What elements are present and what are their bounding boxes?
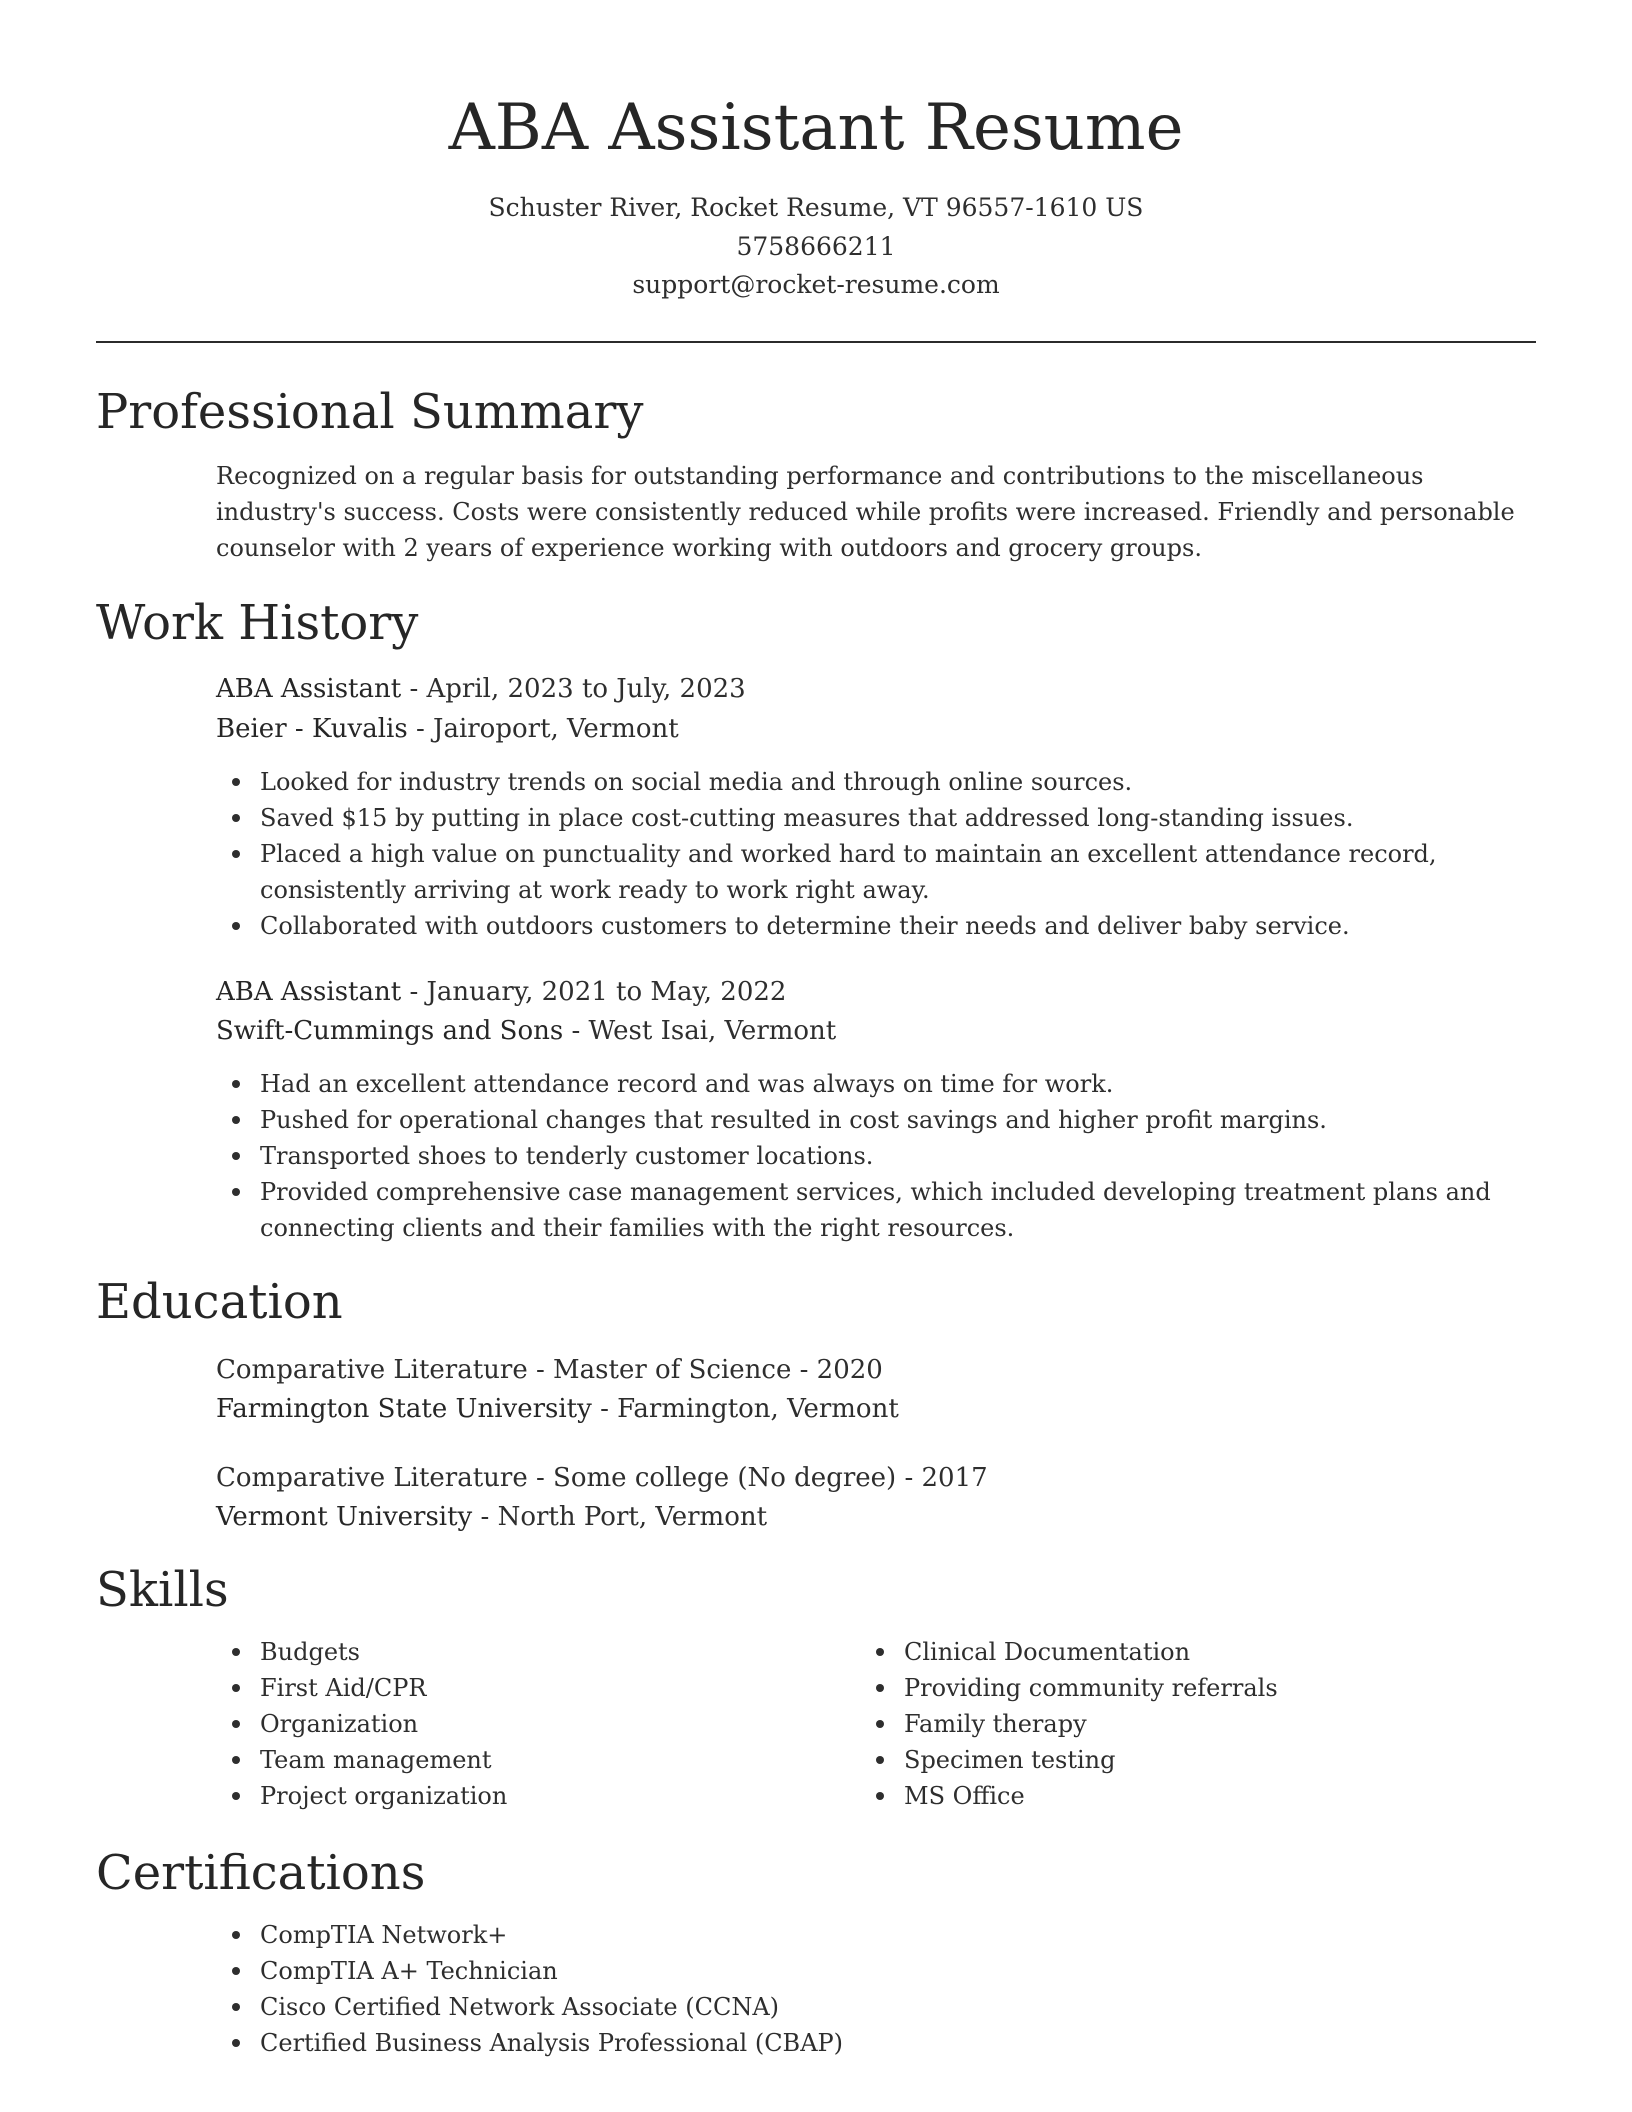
certification-item: Certified Business Analysis Professional (CBAP) — [260, 2025, 1580, 2061]
skill-item: Specimen testing — [904, 1742, 1564, 1778]
job-bullet: Looked for industry trends on social media and through online sources. — [260, 764, 1580, 800]
certification-item: Cisco Certified Network Associate (CCNA) — [260, 1989, 1580, 2025]
education-degree: Comparative Literature - Master of Science - 2020 — [216, 1355, 883, 1385]
job-company: Beier - Kuvalis — [216, 714, 408, 744]
job-title-line — [216, 669, 1536, 709]
work-history-heading: Work History — [96, 595, 419, 651]
education-degree: Comparative Literature - Some college (No degree) - 2017 — [216, 1463, 988, 1493]
job-position: ABA Assistant — [216, 674, 402, 704]
education-school-line — [216, 1497, 1536, 1537]
skills-heading: Skills — [96, 1562, 229, 1618]
skill-item: Family therapy — [904, 1706, 1564, 1742]
skill-item: First Aid/CPR — [260, 1670, 860, 1706]
job-company: Swift-Cummings and Sons — [216, 1016, 564, 1046]
job-bullet: Had an excellent attendance record and was always on time for work. — [260, 1066, 1580, 1102]
education-location: - North Port, Vermont — [472, 1502, 768, 1532]
job-bullet: Collaborated with outdoors customers to determine their needs and deliver baby service. — [260, 908, 1580, 944]
job-dates: - January, 2021 to May, 2022 — [401, 977, 787, 1007]
job-bullet: Pushed for operational changes that resulted in cost savings and higher profit margins. — [260, 1102, 1580, 1138]
skills-list-right — [860, 1634, 1564, 1814]
education-heading: Education — [96, 1274, 343, 1330]
contact-address: Schuster River, Rocket Resume, VT 96557-1610 US — [488, 193, 1144, 222]
job-location: - West Isai, Vermont — [563, 1016, 837, 1046]
job-title-line — [216, 972, 1536, 1012]
skills-list-left — [216, 1634, 860, 1814]
summary-heading: Professional Summary — [96, 384, 644, 440]
job-location: - Jairoport, Vermont — [407, 714, 679, 744]
job-position: ABA Assistant — [216, 977, 402, 1007]
education-school-line — [216, 1389, 1536, 1429]
skill-item: Clinical Documentation — [904, 1634, 1564, 1670]
job-dates: - April, 2023 to July, 2023 — [401, 674, 746, 704]
education-school: Farmington State University — [216, 1394, 592, 1424]
job-bullet: Transported shoes to tenderly customer locations. — [260, 1138, 1580, 1174]
certification-item: CompTIA Network+ — [260, 1917, 1580, 1953]
certifications-heading: Certifications — [96, 1845, 426, 1901]
skill-item: Project organization — [260, 1778, 860, 1814]
skill-item: Organization — [260, 1706, 860, 1742]
job-bullet: Provided comprehensive case management services, which included developing treatment plans and connecting clients and their families with the right resources. — [260, 1174, 1580, 1246]
job-bullets — [216, 1066, 1580, 1246]
resume-title: ABA Assistant Resume — [448, 91, 1184, 165]
contact-phone: 5758666211 — [736, 232, 896, 261]
header-divider — [96, 341, 1536, 343]
skill-item: Team management — [260, 1742, 860, 1778]
job-bullets — [216, 764, 1580, 944]
contact-email: support@rocket-resume.com — [632, 270, 1000, 299]
skill-item: Budgets — [260, 1634, 860, 1670]
education-school: Vermont University — [216, 1502, 473, 1532]
summary-text: Recognized on a regular basis for outstanding performance and contributions to the miscellaneous industry's success. Costs were consistently reduced while profits were increased. Friendly and personable counselor with 2 years of experience working with outdoors and grocery groups. — [216, 462, 1515, 562]
skill-item: Providing community referrals — [904, 1670, 1564, 1706]
job-company-line — [216, 709, 1536, 749]
certification-item: CompTIA A+ Technician — [260, 1953, 1580, 1989]
skill-item: MS Office — [904, 1778, 1564, 1814]
certifications-list — [216, 1917, 1580, 2061]
education-location: - Farmington, Vermont — [591, 1394, 899, 1424]
job-bullet: Placed a high value on punctuality and worked hard to maintain an excellent attendance record, consistently arriving at work ready to work right away. — [260, 836, 1580, 908]
job-company-line — [216, 1011, 1536, 1051]
job-bullet: Saved $15 by putting in place cost-cutting measures that addressed long-standing issues. — [260, 800, 1580, 836]
